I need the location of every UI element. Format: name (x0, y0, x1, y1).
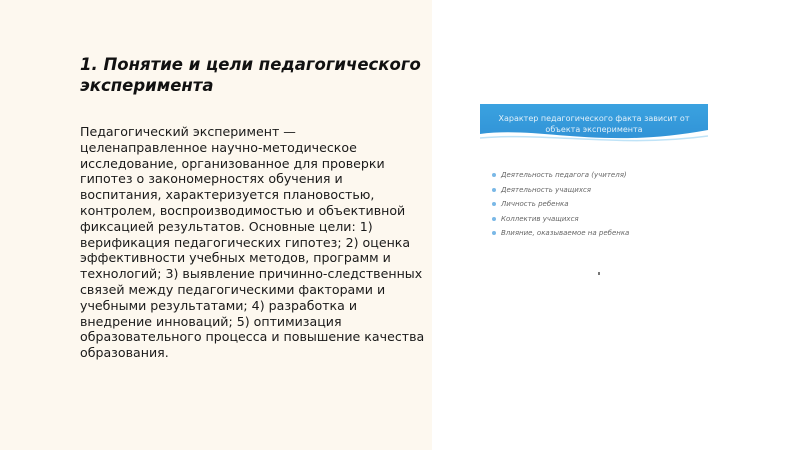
slide-body-text: Педагогический эксперимент — целенаправленное научно-методическое исследование, организованное для проверки гипотез о закономерностях обучения и воспитания, характеризуется плановостью, контролем, воспроизводимостью и объективной фиксацией результатов. Основные цели: 1) верификация педагогических гипотез; 2) оценка эффективности учебных методов, программ и технологий; 3) выявление причинно-следственных связей между педагогическими факторами и учебными результатами; 4) разработка и внедрение инноваций; 5) оптимизация образовательного процесса и повышение качества образования. (80, 124, 425, 361)
list-item: Личность ребенка (492, 197, 629, 212)
bullet-icon (492, 217, 496, 221)
slide-image-header (480, 104, 708, 148)
bullet-icon (492, 173, 496, 177)
slide-title: 1. Понятие и цели педагогического эксперимента (80, 55, 421, 95)
slide-image (480, 104, 708, 274)
list-item: Деятельность педагога (учителя) (492, 168, 629, 183)
slide-image-list (492, 168, 629, 241)
list-item: Коллектив учащихся (492, 212, 629, 227)
slide-image-title: Характер педагогического факта зависит от объекта эксперимента (498, 114, 690, 134)
bullet-icon (492, 231, 496, 235)
bullet-icon (492, 188, 496, 192)
list-item: Влияние, оказываемое на ребенка (492, 226, 629, 241)
dot-mark (598, 272, 600, 275)
bullet-icon (492, 202, 496, 206)
list-item: Деятельность учащихся (492, 183, 629, 198)
